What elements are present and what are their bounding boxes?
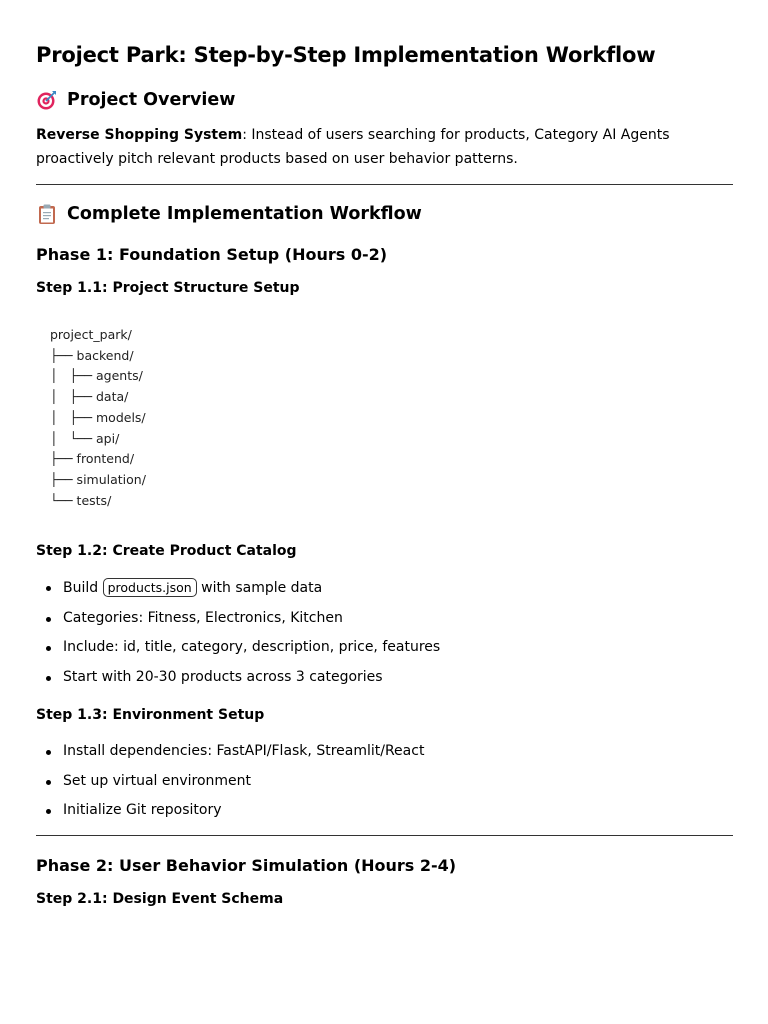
list-item: Initialize Git repository xyxy=(36,796,424,826)
workflow-heading-text: Complete Implementation Workflow xyxy=(67,204,422,224)
list-item: Install dependencies: FastAPI/Flask, Streamlit/React xyxy=(36,737,424,767)
divider xyxy=(36,184,733,185)
step-1-1-heading: Step 1.1: Project Structure Setup xyxy=(36,280,300,296)
list-item: Build products.json with sample data xyxy=(36,573,440,604)
tree-line: ├── backend/ xyxy=(50,347,134,363)
tree-line: ├── simulation/ xyxy=(50,471,146,487)
tree-line: │ ├── models/ xyxy=(50,409,146,425)
target-icon xyxy=(36,89,58,111)
environment-setup-list xyxy=(36,737,424,826)
tree-line: ├── frontend/ xyxy=(50,451,135,467)
step-1-2-heading: Step 1.2: Create Product Catalog xyxy=(36,543,297,559)
overview-heading-text: Project Overview xyxy=(67,90,236,110)
step-1-3-heading: Step 1.3: Environment Setup xyxy=(36,707,265,723)
list-item: Start with 20-30 products across 3 categories xyxy=(36,663,440,693)
section-heading-overview xyxy=(36,89,235,111)
tree-line: └── tests/ xyxy=(50,492,112,508)
list-item: Set up virtual environment xyxy=(36,767,424,797)
clipboard-icon xyxy=(36,203,58,225)
tree-line: │ ├── agents/ xyxy=(50,368,143,384)
section-heading-workflow xyxy=(36,203,422,225)
phase-1-heading: Phase 1: Foundation Setup (Hours 0-2) xyxy=(36,245,388,264)
overview-paragraph xyxy=(36,124,736,171)
product-catalog-list xyxy=(36,573,440,692)
project-structure-tree xyxy=(50,325,146,511)
step-2-1-heading: Step 2.1: Design Event Schema xyxy=(36,891,284,907)
tree-line: │ └── api/ xyxy=(50,430,120,446)
tree-line: project_park/ xyxy=(50,327,132,342)
divider xyxy=(36,835,733,836)
tree-line: │ ├── data/ xyxy=(50,389,129,405)
list-item: Include: id, title, category, description, price, features xyxy=(36,633,440,663)
page-title: Project Park: Step-by-Step Implementation Workflow xyxy=(36,43,656,67)
inline-code-products-json: products.json xyxy=(103,578,197,597)
list-item: Categories: Fitness, Electronics, Kitchen xyxy=(36,604,440,634)
phase-2-heading: Phase 2: User Behavior Simulation (Hours 2-4) xyxy=(36,856,457,875)
overview-bold-lead: Reverse Shopping System xyxy=(36,127,243,143)
overview-text: : Instead of users searching for products, Category AI Agents proactively pitch relevant products based on user behavior patterns. xyxy=(36,127,670,167)
